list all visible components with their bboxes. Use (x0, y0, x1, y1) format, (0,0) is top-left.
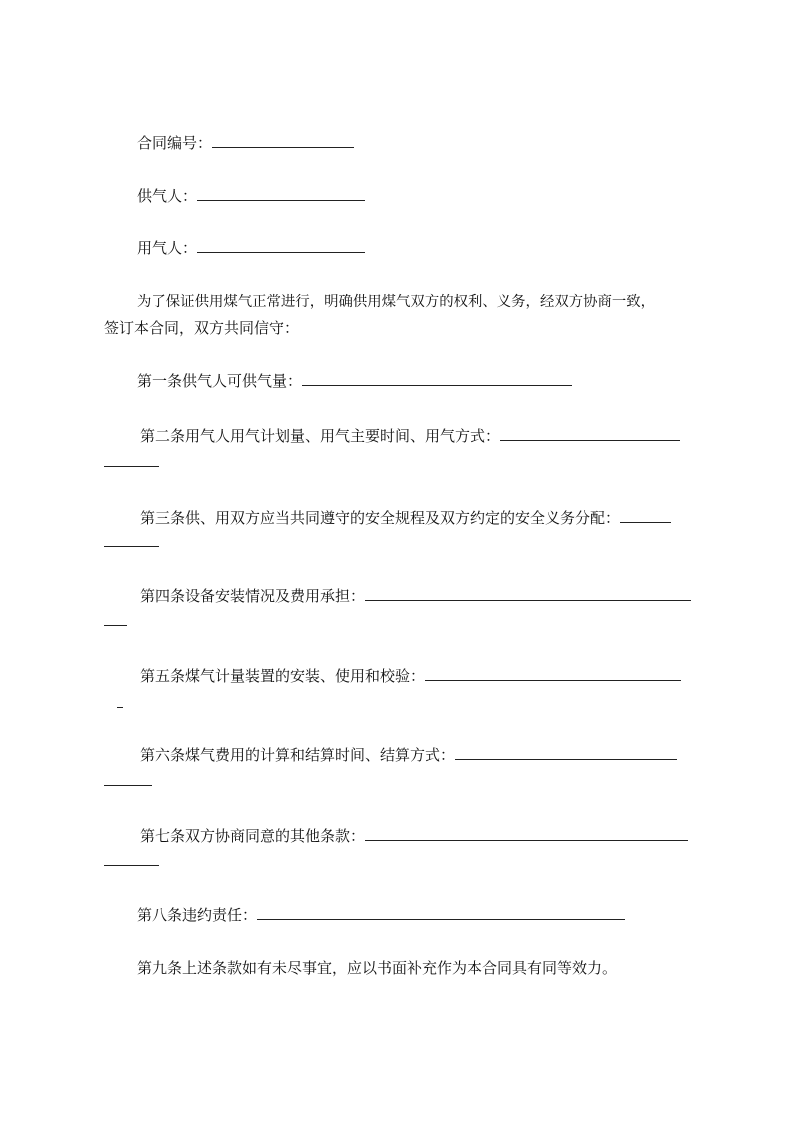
article-9: 第九条上述条款如有未尽事宜，应以书面补充作为本合同具有同等效力。 (137, 959, 618, 977)
article-5-blank-cont[interactable] (117, 707, 123, 708)
article-7-text: 第七条双方协商同意的其他条款： (140, 827, 366, 845)
contract-number-blank[interactable] (212, 133, 354, 148)
contract-number-label: 合同编号： (137, 134, 213, 152)
article-5 (140, 666, 681, 686)
article-3 (140, 508, 671, 528)
user-line (137, 238, 365, 258)
article-8-text: 第八条违约责任： (137, 906, 258, 924)
preamble-line-1: 为了保证供用煤气正常进行，明确供用煤气双方的权利、义务，经双方协商一致， (137, 294, 656, 310)
article-1-blank[interactable] (302, 371, 572, 386)
article-2-text: 第二条用气人用气计划量、用气主要时间、用气方式： (140, 427, 501, 445)
user-label: 用气人： (137, 239, 198, 257)
article-7-blank[interactable] (365, 826, 688, 841)
article-4-text: 第四条设备安装情况及费用承担： (140, 587, 366, 605)
supplier-blank[interactable] (197, 186, 365, 201)
supplier-label: 供气人： (137, 187, 198, 205)
article-1 (137, 371, 572, 391)
article-2-blank[interactable] (500, 426, 680, 441)
article-6-text: 第六条煤气费用的计算和结算时间、结算方式： (140, 746, 456, 764)
article-6-blank-cont[interactable] (104, 785, 152, 786)
article-2 (140, 426, 680, 446)
article-3-blank[interactable] (620, 508, 671, 523)
article-6-blank[interactable] (455, 745, 677, 760)
user-blank[interactable] (197, 238, 365, 253)
article-3-text: 第三条供、用双方应当共同遵守的安全规程及双方约定的安全义务分配： (140, 509, 621, 527)
article-7-blank-cont[interactable] (104, 865, 159, 866)
article-5-text: 第五条煤气计量装置的安装、使用和校验： (140, 667, 426, 685)
article-2-blank-cont[interactable] (104, 466, 159, 467)
article-4-blank-cont[interactable] (104, 625, 127, 626)
preamble-line-2: 签订本合同，双方共同信守： (104, 319, 300, 337)
article-4 (140, 586, 691, 606)
article-8-blank[interactable] (257, 905, 625, 920)
article-6 (140, 745, 677, 765)
contract-number-line (137, 133, 354, 153)
article-3-blank-cont[interactable] (104, 546, 159, 547)
article-5-blank[interactable] (425, 666, 681, 681)
article-1-text: 第一条供气人可供气量： (137, 372, 303, 390)
supplier-line (137, 186, 365, 206)
article-8 (137, 905, 625, 925)
article-7 (140, 826, 688, 846)
article-4-blank[interactable] (365, 586, 691, 601)
